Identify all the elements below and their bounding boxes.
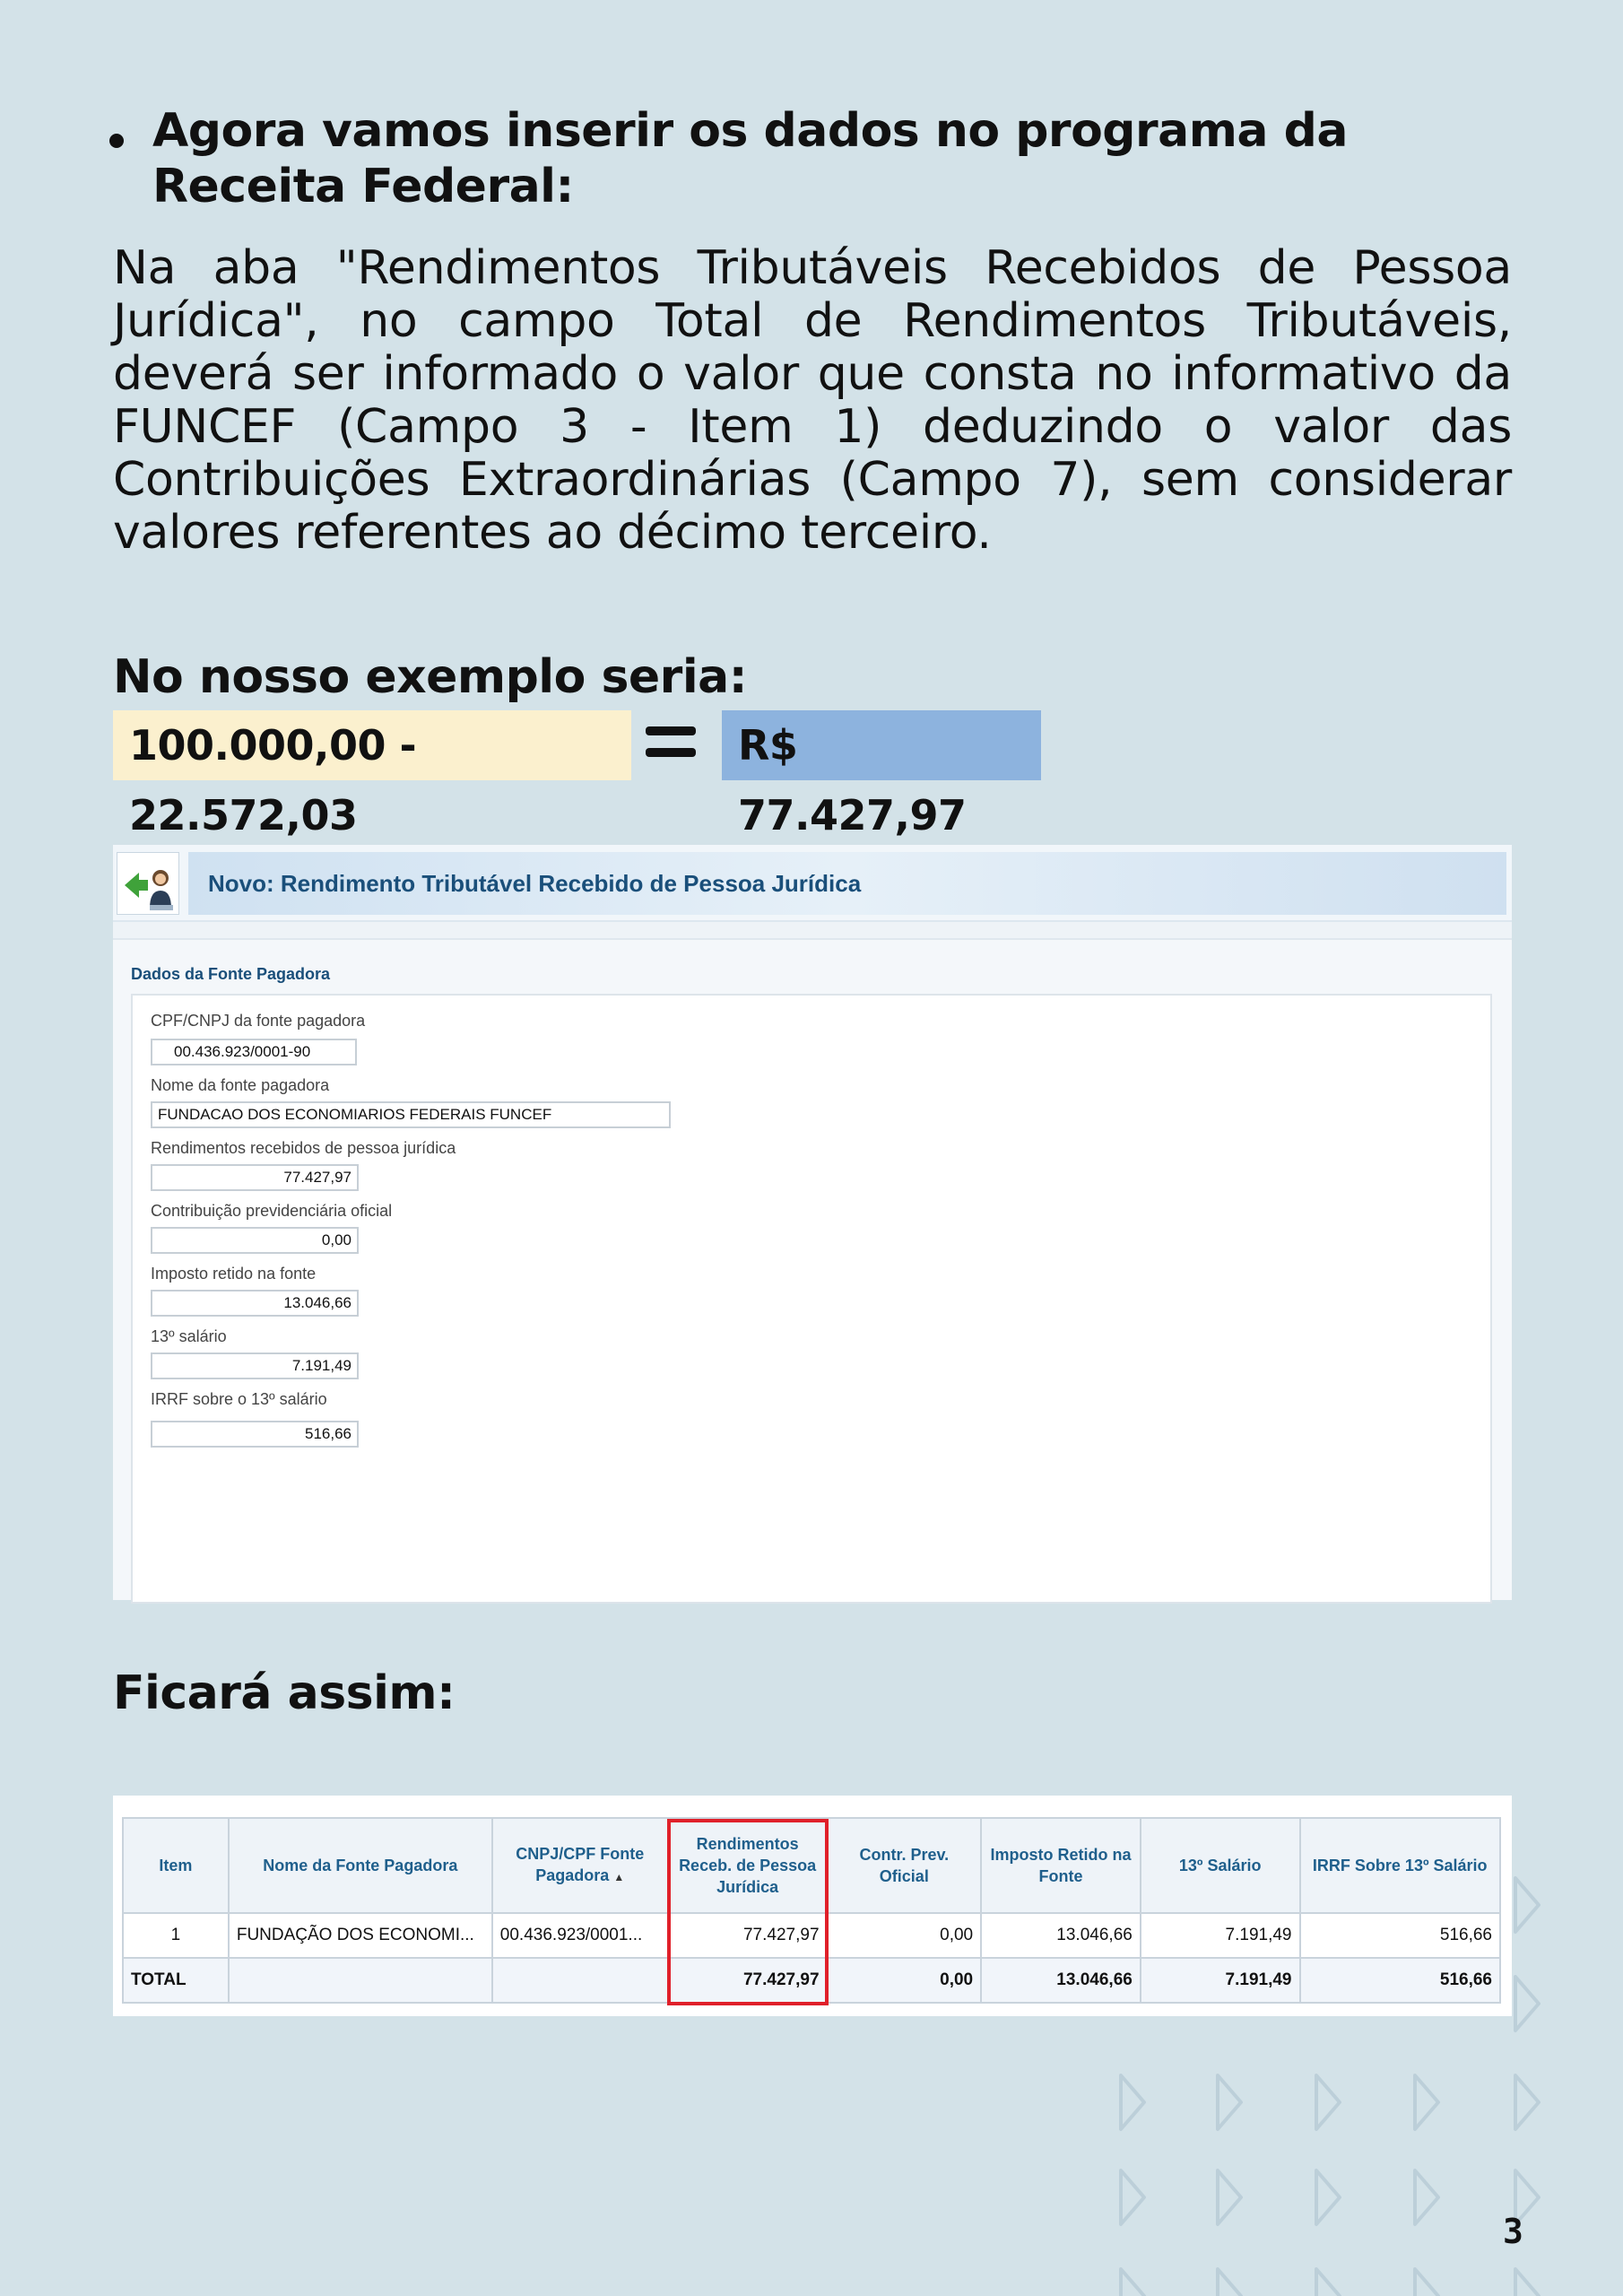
col-rendimentos[interactable]: Rendimentos Receb. de Pessoa Jurídica bbox=[668, 1818, 828, 1913]
cell-nome: FUNDAÇÃO DOS ECONOMI... bbox=[229, 1913, 492, 1958]
cell-decimo: 7.191,49 bbox=[1141, 1913, 1300, 1958]
section-label: Dados da Fonte Pagadora bbox=[131, 965, 331, 983]
equals-icon bbox=[646, 726, 696, 764]
rendimentos-label: Rendimentos recebidos de pessoa jurídica bbox=[151, 1139, 456, 1157]
total-label: TOTAL bbox=[123, 1958, 229, 2003]
example-heading: No nosso exemplo seria: bbox=[113, 650, 748, 704]
nome-label: Nome da fonte pagadora bbox=[151, 1076, 330, 1094]
form-screenshot bbox=[113, 845, 1512, 1600]
col-nome[interactable]: Nome da Fonte Pagadora bbox=[229, 1818, 492, 1913]
col-decimo[interactable]: 13º Salário bbox=[1141, 1818, 1300, 1913]
contribuicao-label: Contribuição previdenciária oficial bbox=[151, 1202, 393, 1220]
irrf-input[interactable]: 516,66 bbox=[151, 1421, 359, 1448]
form-titlebar bbox=[188, 852, 1506, 915]
nome-input[interactable]: FUNDACAO DOS ECONOMIARIOS FEDERAIS FUNCEF bbox=[151, 1101, 671, 1128]
form-title: Novo: Rendimento Tributável Recebido de Pessoa Jurídica bbox=[208, 870, 862, 897]
col-cnpj[interactable] bbox=[492, 1818, 668, 1913]
total-rendimentos: 77.427,97 bbox=[668, 1958, 828, 2003]
col-contr[interactable]: Contr. Prev. Oficial bbox=[828, 1818, 982, 1913]
highlight-box bbox=[667, 1819, 829, 2005]
col-item[interactable]: Item bbox=[123, 1818, 229, 1913]
total-decimo: 7.191,49 bbox=[1141, 1958, 1300, 2003]
rendimentos-input[interactable]: 77.427,97 bbox=[151, 1164, 359, 1191]
cell-contr: 0,00 bbox=[828, 1913, 982, 1958]
total-contr: 0,00 bbox=[828, 1958, 982, 2003]
form-body-inner bbox=[113, 938, 1512, 1600]
calc-result: R$ 77.427,97 bbox=[722, 710, 1041, 780]
instruction-paragraph: Na aba "Rendimentos Tributáveis Recebidos de Pessoa Jurídica", no campo Total de Rendimentos Tributáveis, deverá ser informado o valor que consta no informativo da FUNCEF (Campo 3 - Item 1) deduzindo o valor das Contribuições Extraordinárias (Campo 7), sem considerar valores referentes ao décimo terceiro. bbox=[113, 241, 1512, 560]
col-cnpj-label: CNPJ/CPF Fonte Pagadora bbox=[516, 1845, 645, 1884]
cell-rendimentos: 77.427,97 bbox=[668, 1913, 828, 1958]
contribuicao-input[interactable]: 0,00 bbox=[151, 1227, 359, 1254]
cpf-label: CPF/CNPJ da fonte pagadora bbox=[151, 1012, 366, 1030]
total-irrf: 516,66 bbox=[1300, 1958, 1501, 2003]
form-fields-box bbox=[131, 994, 1492, 1604]
calc-expression: 100.000,00 - 22.572,03 bbox=[113, 710, 631, 780]
col-irrf[interactable]: IRRF Sobre 13º Salário bbox=[1300, 1818, 1501, 1913]
bullet-heading: Agora vamos inserir os dados no programa da Receita Federal: bbox=[152, 104, 1348, 213]
cell-item: 1 bbox=[123, 1913, 229, 1958]
sort-asc-icon[interactable]: ▲ bbox=[613, 1871, 625, 1883]
total-empty-cnpj bbox=[492, 1958, 668, 2003]
col-imposto[interactable]: Imposto Retido na Fonte bbox=[981, 1818, 1141, 1913]
cpf-input[interactable]: 00.436.923/0001-90 bbox=[151, 1039, 357, 1065]
back-person-icon[interactable] bbox=[117, 852, 179, 915]
total-empty-nome bbox=[229, 1958, 492, 2003]
imposto-label: Imposto retido na fonte bbox=[151, 1265, 317, 1283]
bullet-dot-icon bbox=[109, 134, 124, 148]
cell-irrf: 516,66 bbox=[1300, 1913, 1501, 1958]
irrf-label: IRRF sobre o 13º salário bbox=[151, 1390, 327, 1408]
form-body bbox=[113, 922, 1512, 1600]
imposto-input[interactable]: 13.046,66 bbox=[151, 1290, 359, 1317]
result-heading: Ficará assim: bbox=[113, 1666, 456, 1720]
total-imposto: 13.046,66 bbox=[981, 1958, 1141, 2003]
cell-cnpj: 00.436.923/0001... bbox=[492, 1913, 668, 1958]
form-header bbox=[113, 845, 1512, 922]
decimo-label: 13º salário bbox=[151, 1327, 227, 1345]
page-number: 3 bbox=[1503, 2212, 1523, 2251]
bullet-item bbox=[152, 103, 1515, 214]
decimo-input[interactable]: 7.191,49 bbox=[151, 1352, 359, 1379]
cell-imposto: 13.046,66 bbox=[981, 1913, 1141, 1958]
